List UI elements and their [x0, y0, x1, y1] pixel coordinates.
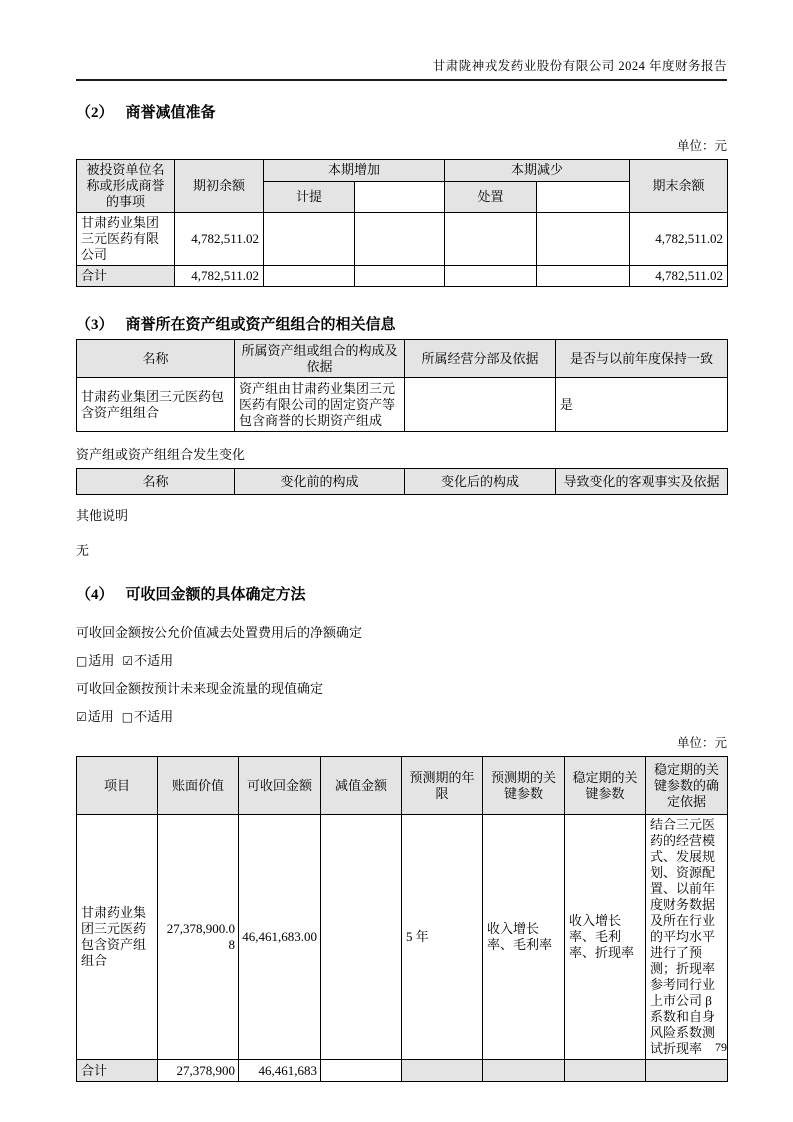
section-number: （3） — [76, 317, 114, 333]
col-header-after-change: 变化后的构成 — [405, 469, 556, 495]
stable-params-cell: 收入增长率、毛利率、折现率 — [565, 815, 646, 1060]
document-header — [76, 56, 727, 81]
checkbox-unchecked-icon: □ — [76, 654, 88, 668]
table-row — [77, 378, 728, 432]
col-header-current-increase: 本期增加 — [264, 160, 445, 182]
col-header-recoverable-amount: 可收回金额 — [239, 757, 321, 815]
total-label-cell: 合计 — [77, 266, 175, 287]
empty-shaded-cell — [565, 1060, 646, 1082]
params-basis-cell: 结合三元医药的经营模式、发展规划、资源配置、以前年度财务数据及所在行业的平均水平进行了预测；折现率参考同行业上市公司 β 系数和自身风险系数测试折现率 — [646, 815, 728, 1060]
table-total-row — [77, 266, 728, 287]
applicable-label: 适用 — [87, 709, 114, 724]
checkbox-checked-icon: ☑ — [122, 654, 134, 668]
unit-label: 单位：元 — [676, 139, 727, 153]
col-header-provision: 计提 — [264, 181, 355, 212]
empty-cell — [445, 266, 537, 287]
recoverable-amount-cell: 46,461,683.00 — [239, 815, 321, 1060]
table-header-row — [77, 469, 728, 495]
unit-label: 单位：元 — [676, 736, 727, 750]
table-row — [77, 213, 728, 266]
recoverable-amount-total-cell: 46,461,683 — [239, 1060, 321, 1082]
section-title: 商誉减值准备 — [125, 105, 216, 121]
empty-cell — [355, 266, 445, 287]
asset-group-change-table — [76, 468, 728, 495]
fair-value-method-line: 可收回金额按公允价值减去处置费用后的净额确定 — [76, 625, 363, 640]
section-heading-recoverable-amount — [76, 583, 727, 604]
col-header-investee: 被投资单位名称或形成商誉的事项 — [77, 160, 175, 213]
segment-cell — [405, 378, 556, 432]
col-header-composition: 所属资产组或组合的构成及依据 — [235, 340, 405, 378]
table-total-row — [77, 1060, 728, 1082]
col-header-forecast-period: 预测期的年限 — [402, 757, 483, 815]
asset-group-info-table — [76, 339, 728, 432]
col-header-before-change: 变化前的构成 — [235, 469, 405, 495]
other-notes-value: 无 — [76, 543, 90, 558]
section-number: （4） — [76, 587, 114, 603]
table-header-row — [77, 340, 728, 378]
empty-shaded-cell — [646, 1060, 728, 1082]
table-header-row — [77, 160, 728, 182]
empty-cell — [264, 213, 355, 266]
asset-group-name-cell: 甘肃药业集团三元医药包含资产组组合 — [77, 378, 235, 432]
composition-cell: 资产组由甘肃药业集团三元医药有限公司的固定资产等包含商誉的长期资产组成 — [235, 378, 405, 432]
section-heading-goodwill-impairment — [76, 101, 727, 122]
empty-shaded-cell — [402, 1060, 483, 1082]
closing-balance-total-cell: 4,782,511.02 — [630, 266, 728, 287]
page-number: 79 — [715, 1040, 727, 1054]
col-header-forecast-params: 预测期的关键参数 — [483, 757, 565, 815]
report-title: 甘肃陇神戎发药业股份有限公司 2024 年度财务报告 — [432, 59, 727, 73]
other-notes-label: 其他说明 — [76, 508, 129, 523]
total-label-cell: 合计 — [77, 1060, 158, 1082]
col-header-current-decrease: 本期减少 — [445, 160, 630, 182]
col-header-stable-params: 稳定期的关键参数 — [565, 757, 646, 815]
asset-group-change-label: 资产组或资产组组合发生变化 — [76, 447, 246, 462]
applicable-label: 适用 — [88, 653, 115, 668]
dcf-method-line: 可收回金额按预计未来现金流量的现值确定 — [76, 681, 324, 696]
recoverable-amount-table — [76, 756, 728, 1082]
table-row — [77, 815, 728, 1060]
impairment-amount-cell — [321, 815, 402, 1060]
consistency-cell: 是 — [556, 378, 728, 432]
checkbox-unchecked-icon: □ — [121, 710, 134, 724]
checkbox-checked-icon: ☑ — [76, 710, 87, 724]
empty-cell — [264, 266, 355, 287]
opening-balance-total-cell: 4,782,511.02 — [175, 266, 264, 287]
section-number: （2） — [76, 105, 114, 121]
col-header-name: 名称 — [77, 469, 235, 495]
forecast-period-cell: 5 年 — [402, 815, 483, 1060]
carrying-amount-cell: 27,378,900.08 — [158, 815, 239, 1060]
col-header-segment: 所属经营分部及依据 — [405, 340, 556, 378]
fair-value-applicability-line — [76, 650, 727, 669]
empty-cell — [355, 213, 445, 266]
not-applicable-label: 不适用 — [134, 709, 174, 724]
col-header-change-reason: 导致变化的客观事实及依据 — [556, 469, 728, 495]
col-header-item: 项目 — [77, 757, 158, 815]
opening-balance-cell: 4,782,511.02 — [175, 213, 264, 266]
section-title: 可收回金额的具体确定方法 — [125, 587, 306, 603]
col-header-consistency: 是否与以前年度保持一致 — [556, 340, 728, 378]
col-header-name: 名称 — [77, 340, 235, 378]
table-header-row — [77, 757, 728, 815]
investee-name-cell: 甘肃药业集团三元医药有限公司 — [77, 213, 175, 266]
empty-subheader-cell — [537, 181, 630, 212]
empty-cell — [537, 213, 630, 266]
empty-cell — [321, 1060, 402, 1082]
item-name-cell: 甘肃药业集团三元医药包含资产组组合 — [77, 815, 158, 1060]
forecast-params-cell: 收入增长率、毛利率 — [483, 815, 565, 1060]
empty-cell — [537, 266, 630, 287]
col-header-impairment-amount: 减值金额 — [321, 757, 402, 815]
col-header-params-basis: 稳定期的关键参数的确定依据 — [646, 757, 728, 815]
carrying-amount-total-cell: 27,378,900 — [158, 1060, 239, 1082]
empty-subheader-cell — [355, 181, 445, 212]
dcf-applicability-line — [76, 706, 727, 725]
col-header-disposal: 处置 — [445, 181, 537, 212]
goodwill-impairment-table — [76, 159, 728, 287]
section-title: 商誉所在资产组或资产组组合的相关信息 — [125, 317, 396, 333]
col-header-carrying-amount: 账面价值 — [158, 757, 239, 815]
not-applicable-label: 不适用 — [134, 653, 174, 668]
col-header-opening-balance: 期初余额 — [175, 160, 264, 213]
empty-cell — [445, 213, 537, 266]
section-heading-asset-group-info — [76, 313, 727, 334]
col-header-closing-balance: 期末余额 — [630, 160, 728, 213]
closing-balance-cell: 4,782,511.02 — [630, 213, 728, 266]
empty-shaded-cell — [483, 1060, 565, 1082]
